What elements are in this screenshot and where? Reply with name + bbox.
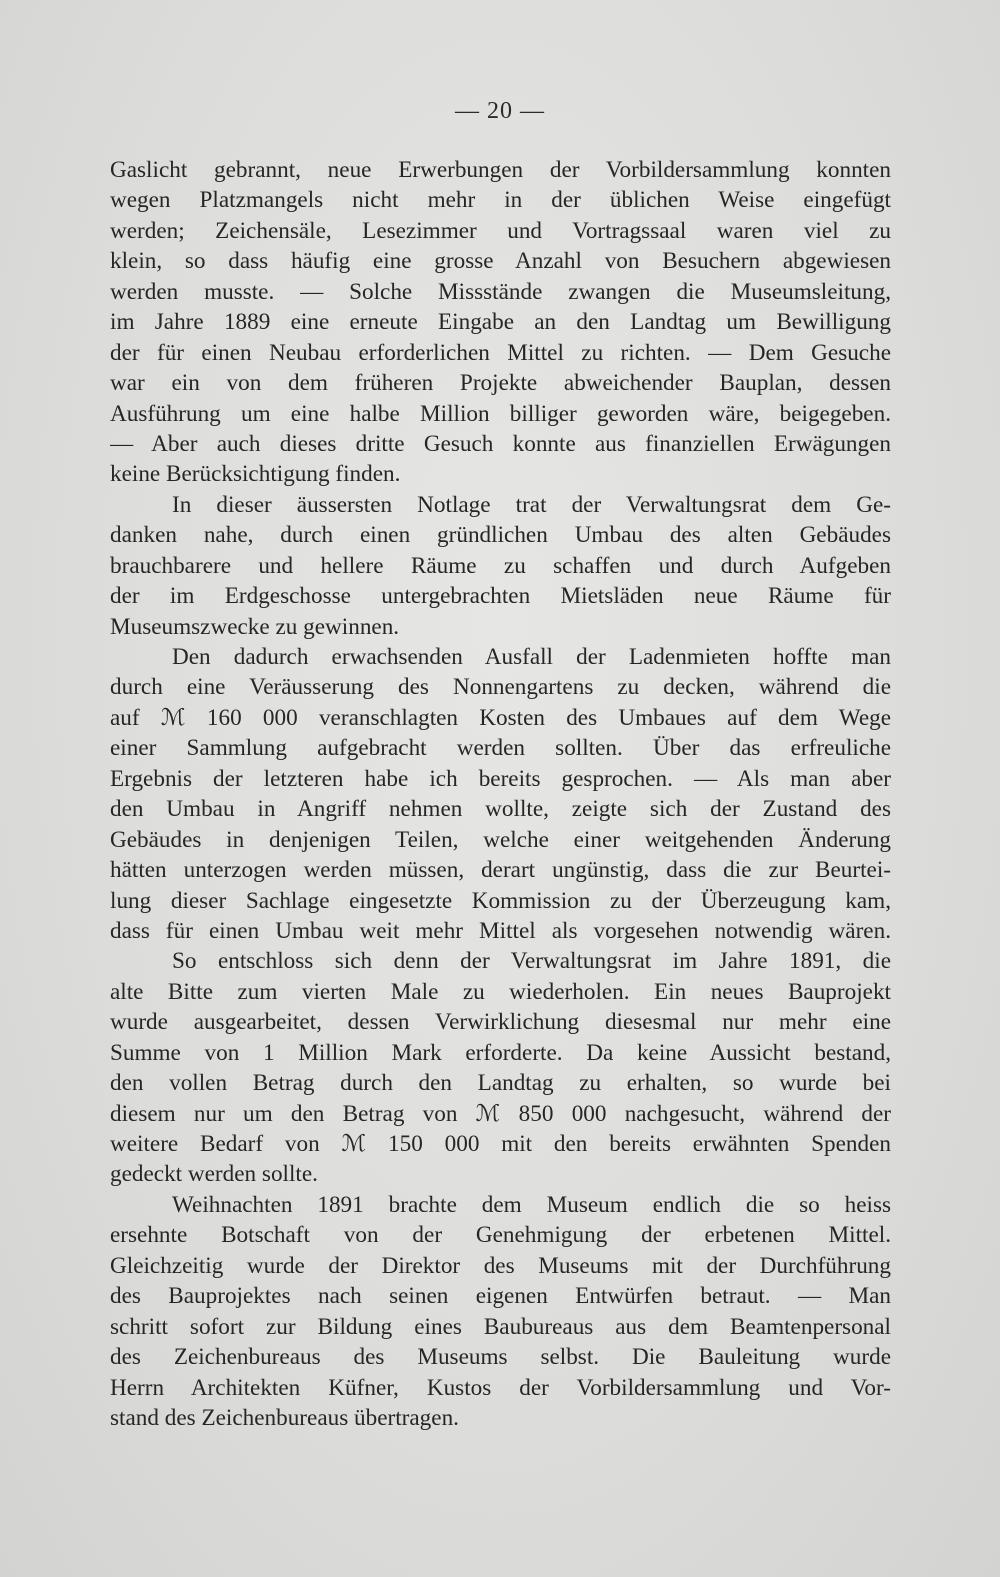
text-line: dass für einen Umbau weit mehr Mittel als vorgesehen notwendig wären. <box>110 917 891 944</box>
text-line: des Zeichenbureaus des Museums selbst. Die Bauleitung wurde <box>110 1344 891 1371</box>
text-line: hätten unterzogen werden müssen, derart ungünstig, dass die zur Beurtei- <box>110 857 891 884</box>
text-line: Ausführung um eine halbe Million billiger geworden wäre, beigegeben. <box>110 400 891 427</box>
paragraph-2 <box>110 490 891 642</box>
paragraph-4 <box>110 946 891 1190</box>
text-line: des Bauprojektes nach seinen eigenen Entwürfen betraut. — Man <box>110 1283 891 1310</box>
text-line: Herrn Architekten Küfner, Kustos der Vorbildersammlung und Vor- <box>110 1374 891 1401</box>
text-line: alte Bitte zum vierten Male zu wiederholen. Ein neues Bauprojekt <box>110 978 891 1005</box>
body-text <box>110 155 891 1433</box>
text-line: In dieser äussersten Notlage trat der Verwaltungsrat dem Ge- <box>172 491 891 518</box>
text-line: brauchbarere und hellere Räume zu schaffen und durch Aufgeben <box>110 552 891 579</box>
text-line: der für einen Neubau erforderlichen Mittel zu richten. — Dem Gesuche <box>110 339 891 366</box>
text-line: werden; Zeichensäle, Lesezimmer und Vortragssaal waren viel zu <box>110 217 891 244</box>
text-line: klein, so dass häufig eine grosse Anzahl von Besuchern abgewiesen <box>110 248 891 275</box>
text-line: schritt sofort zur Bildung eines Baubureaus aus dem Beamtenpersonal <box>110 1313 891 1340</box>
text-line: So entschloss sich denn der Verwaltungsrat im Jahre 1891, die <box>172 948 891 975</box>
text-line: war ein von dem früheren Projekte abweichender Bauplan, dessen <box>110 370 891 397</box>
text-line: wurde ausgearbeitet, dessen Verwirklichung diesesmal nur mehr eine <box>110 1009 891 1036</box>
text-line: Den dadurch erwachsenden Ausfall der Ladenmieten hoffte man <box>172 644 891 670</box>
text-line: auf ℳ 160 000 veranschlagten Kosten des Umbaues auf dem Wege <box>110 704 891 731</box>
text-line: Gaslicht gebrannt, neue Erwerbungen der Vorbildersammlung konnten <box>110 157 891 183</box>
text-line: wegen Platzmangels nicht mehr in der üblichen Weise eingefügt <box>110 187 891 214</box>
text-line: stand des Zeichenbureaus übertragen. <box>110 1404 459 1431</box>
text-line: den Umbau in Angriff nehmen wollte, zeigte sich der Zustand des <box>110 796 891 823</box>
text-line: Gleichzeitig wurde der Direktor des Museums mit der Durchführung <box>110 1252 891 1279</box>
text-line: diesem nur um den Betrag von ℳ 850 000 nachgesucht, während der <box>110 1100 891 1127</box>
text-line: — Aber auch dieses dritte Gesuch konnte aus finanziellen Erwägungen <box>110 430 891 457</box>
text-line: im Jahre 1889 eine erneute Eingabe an den Landtag um Bewilligung <box>110 309 891 336</box>
text-line: ersehnte Botschaft von der Genehmigung der erbetenen Mittel. <box>110 1222 891 1249</box>
text-line: lung dieser Sachlage eingesetzte Kommission zu der Überzeugung kam, <box>110 887 891 914</box>
text-line: Ergebnis der letzteren habe ich bereits gesprochen. — Als man aber <box>110 765 891 792</box>
text-line: Weihnachten 1891 brachte dem Museum endlich die so heiss <box>172 1191 891 1218</box>
text-line: den vollen Betrag durch den Landtag zu erhalten, so wurde bei <box>110 1070 891 1097</box>
text-line: Museumszwecke zu gewinnen. <box>110 613 400 640</box>
paragraph-3 <box>110 642 891 946</box>
text-line: weitere Bedarf von ℳ 150 000 mit den bereits erwähnten Spenden <box>110 1131 891 1157</box>
page-number: — 20 — <box>455 98 545 124</box>
text-line: einer Sammlung aufgebracht werden sollten. Über das erfreuliche <box>110 735 891 762</box>
text-line: der im Erdgeschosse untergebrachten Mietsläden neue Räume für <box>110 583 891 610</box>
text-line: gedeckt werden sollte. <box>110 1161 318 1188</box>
text-line: durch eine Veräusserung des Nonnengartens zu decken, während die <box>110 674 891 701</box>
text-line: danken nahe, durch einen gründlichen Umbau des alten Gebäudes <box>110 522 891 549</box>
text-line: keine Berücksichtigung finden. <box>110 461 401 488</box>
text-line: werden musste. — Solche Missstände zwangen die Museumsleitung, <box>110 278 891 305</box>
text-line: Summe von 1 Million Mark erforderte. Da keine Aussicht bestand, <box>110 1039 891 1066</box>
text-line: Gebäudes in denjenigen Teilen, welche einer weitgehenden Änderung <box>110 826 891 853</box>
paragraph-1 <box>110 155 891 490</box>
paragraph-5 <box>110 1190 891 1434</box>
